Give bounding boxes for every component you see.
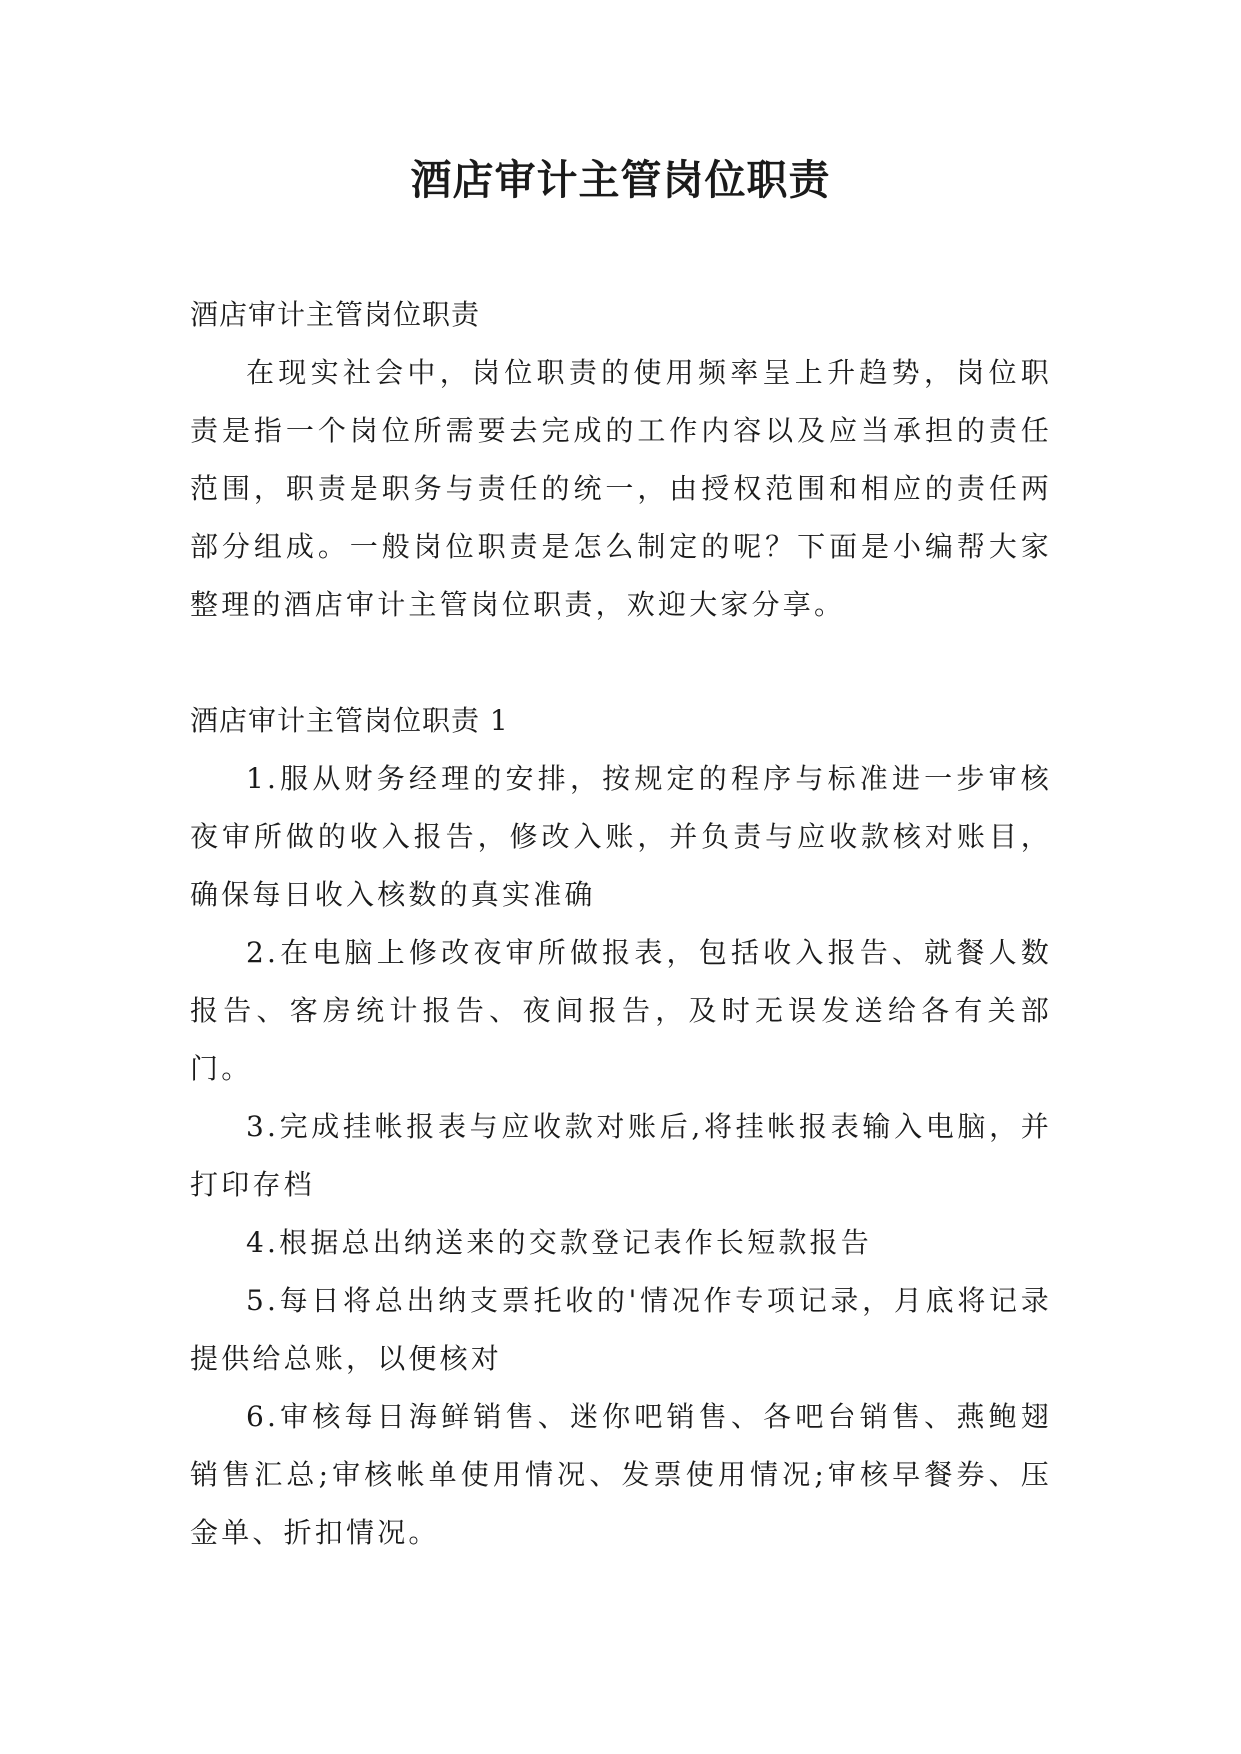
duty-item-3: 3.完成挂帐报表与应收款对账后,将挂帐报表输入电脑，并打印存档: [190, 1110, 1052, 1201]
intro-paragraph: 在现实社会中，岗位职责的使用频率呈上升趋势，岗位职责是指一个岗位所需要去完成的工作内容以及应当承担的责任范围，职责是职务与责任的统一，由授权范围和相应的责任两部分组成。一般岗位职责是怎么制定的呢？下面是小编帮大家整理的酒店审计主管岗位职责，欢迎大家分享。: [190, 356, 1052, 621]
duty-item-2: 2.在电脑上修改夜审所做报表，包括收入报告、就餐人数报告、客房统计报告、夜间报告，及时无误发送给各有关部门。: [190, 936, 1052, 1085]
duty-item-6: 6.审核每日海鲜销售、迷你吧销售、各吧台销售、燕鲍翅销售汇总;审核帐单使用情况、发票使用情况;审核早餐券、压金单、折扣情况。: [190, 1400, 1052, 1549]
duty-item-4: 4.根据总出纳送来的交款登记表作长短款报告: [246, 1226, 872, 1259]
paragraph-spacer: [190, 634, 1052, 692]
document-title: 酒店审计主管岗位职责: [410, 156, 831, 204]
section-heading: 酒店审计主管岗位职责 1: [190, 704, 509, 737]
document-subtitle: 酒店审计主管岗位职责: [190, 298, 481, 331]
duty-item-1: 1.服从财务经理的安排，按规定的程序与标准进一步审核夜审所做的收入报告，修改入账，并负责与应收款核对账目，确保每日收入核数的真实准确: [190, 762, 1052, 911]
document-body: [190, 286, 1052, 1562]
duty-item-5: 5.每日将总出纳支票托收的'情况作专项记录，月底将记录提供给总账，以便核对: [190, 1284, 1052, 1375]
